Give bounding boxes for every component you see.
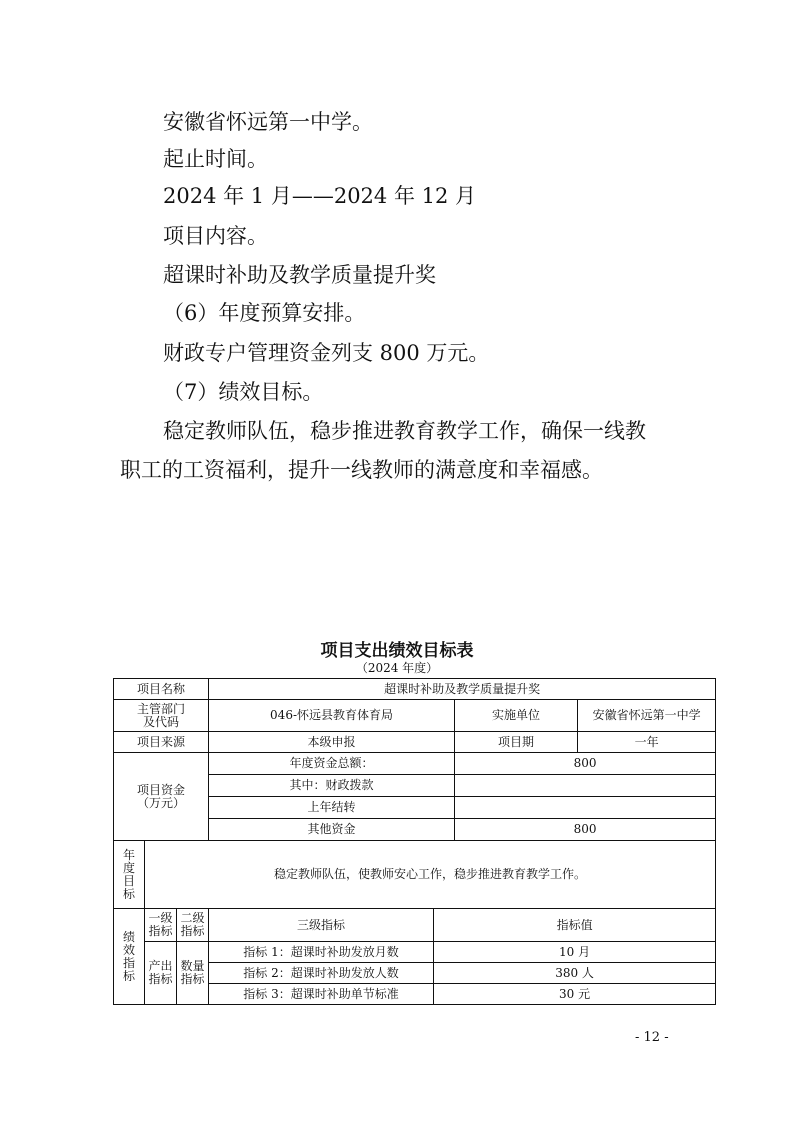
- other-funds-value: 800: [455, 819, 716, 841]
- paragraph-goal-heading: （7）绩效目标。: [163, 380, 324, 404]
- project-name-label: 项目名称: [114, 679, 209, 700]
- paragraph-period-value: 2024 年 1 月——2024 年 12 月: [163, 184, 477, 208]
- paragraph-implementing-unit: 安徽省怀远第一中学。: [163, 110, 373, 134]
- fiscal-value: [455, 775, 716, 797]
- table-subtitle: （2024 年度）: [355, 661, 439, 675]
- level1-header: 一级 指标: [145, 909, 177, 942]
- table-title: 项目支出绩效目标表: [320, 641, 474, 661]
- dept-label: 主管部门 及代码: [114, 700, 209, 732]
- paragraph-period-heading: 起止时间。: [163, 147, 268, 171]
- annual-goal-label: 年 度 目 标: [114, 841, 145, 909]
- indicator-value: 380 人: [434, 963, 716, 984]
- quantity-indicator: 数量 指标: [177, 942, 209, 1005]
- indicator-value: 30 元: [434, 984, 716, 1005]
- annual-total-value: 800: [455, 753, 716, 775]
- value-header: 指标值: [434, 909, 716, 942]
- paragraph-goal-line-2: 职工的工资福利，提升一线教师的满意度和幸福感。: [120, 458, 603, 482]
- impl-unit-value: 安徽省怀远第一中学: [578, 700, 716, 732]
- level2-header: 二级 指标: [177, 909, 209, 942]
- source-value: 本级申报: [209, 732, 455, 753]
- funds-label: 项目资金 （万元）: [114, 753, 209, 841]
- paragraph-content-heading: 项目内容。: [163, 224, 268, 248]
- paragraph-content-value: 超课时补助及教学质量提升奖: [163, 263, 436, 287]
- paragraph-budget-heading: （6）年度预算安排。: [163, 301, 366, 325]
- performance-target-table: [113, 678, 716, 1005]
- other-funds-label: 其他资金: [209, 819, 455, 841]
- annual-goal-text: 稳定教师队伍，使教师安心工作，稳步推进教育教学工作。: [145, 841, 716, 909]
- paragraph-goal-line-1: 稳定教师队伍，稳步推进教育教学工作，确保一线教: [163, 419, 646, 443]
- indicator-name: 指标 3：超课时补助单节标准: [209, 984, 434, 1005]
- carryover-label: 上年结转: [209, 797, 455, 819]
- period-label: 项目期: [455, 732, 578, 753]
- paragraph-budget-value: 财政专户管理资金列支 800 万元。: [163, 341, 490, 365]
- annual-total-label: 年度资金总额：: [209, 753, 455, 775]
- fiscal-label: 其中：财政拨款: [209, 775, 455, 797]
- output-indicator: 产出 指标: [145, 942, 177, 1005]
- indicator-label: 绩 效 指 标: [114, 909, 145, 1005]
- impl-unit-label: 实施单位: [455, 700, 578, 732]
- indicator-name: 指标 1：超课时补助发放月数: [209, 942, 434, 963]
- indicator-name: 指标 2：超课时补助发放人数: [209, 963, 434, 984]
- dept-value: 046-怀远县教育体育局: [209, 700, 455, 732]
- project-name-value: 超课时补助及教学质量提升奖: [209, 679, 716, 700]
- page-number: - 12 -: [635, 1030, 669, 1045]
- source-label: 项目来源: [114, 732, 209, 753]
- indicator-value: 10 月: [434, 942, 716, 963]
- period-value: 一年: [578, 732, 716, 753]
- carryover-value: [455, 797, 716, 819]
- level3-header: 三级指标: [209, 909, 434, 942]
